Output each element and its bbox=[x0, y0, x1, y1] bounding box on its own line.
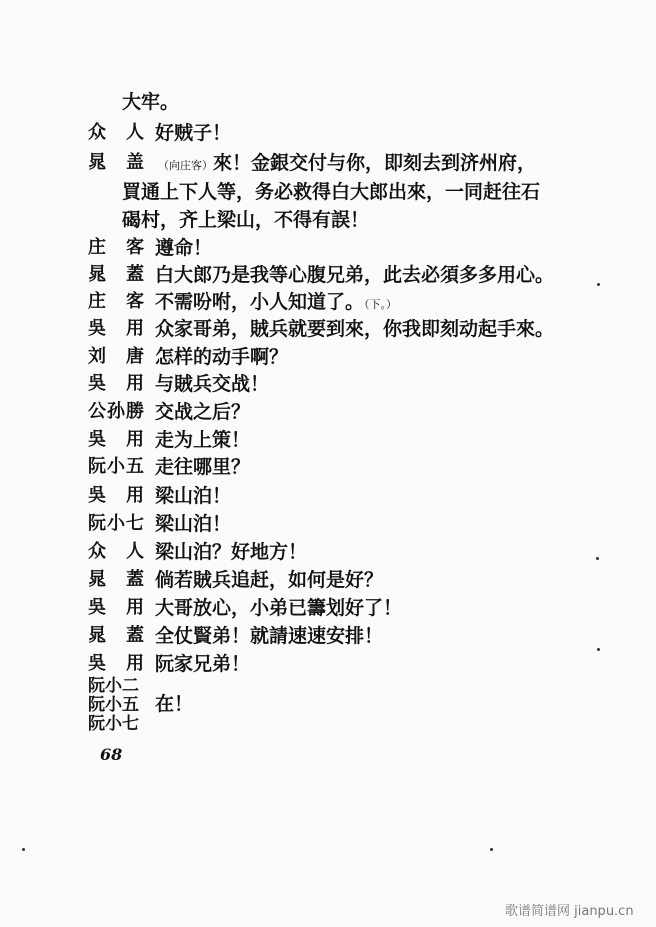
speaker: 吳 用 bbox=[88, 485, 145, 506]
line-text: 碣村，齐上梁山，不得有誤！ bbox=[122, 209, 370, 231]
speaker: 众 人 bbox=[88, 122, 145, 143]
speaker: 阮小五 bbox=[88, 695, 139, 715]
line-text: 白大郎乃是我等心腹兄弟，此去必須多多用心。 bbox=[155, 264, 555, 286]
line-text: 來！金銀交付与你，即刻去到济州府， bbox=[213, 152, 537, 174]
speck bbox=[597, 648, 600, 651]
speaker: 阮小七 bbox=[88, 513, 145, 534]
group-speakers bbox=[88, 677, 139, 734]
speaker: 晁 蓋 bbox=[88, 569, 145, 590]
speaker: 晁 蓋 bbox=[88, 625, 145, 646]
line-text: 不需吩咐，小人知道了。 bbox=[155, 291, 365, 313]
speaker: 庄 客 bbox=[88, 291, 145, 312]
speck bbox=[490, 848, 493, 851]
speaker: 晁 蓋 bbox=[88, 264, 145, 285]
speaker: 吳 用 bbox=[88, 653, 145, 674]
line-text: 大牢。 bbox=[122, 91, 180, 113]
line-text: 走为上策！ bbox=[155, 429, 251, 451]
line-text: 買通上下人等，务必救得白大郎出來，一同赶往石 bbox=[122, 181, 541, 203]
line-text: 走往哪里？ bbox=[155, 456, 251, 478]
speaker: 庄 客 bbox=[88, 237, 145, 258]
speaker: 吳 用 bbox=[88, 597, 145, 618]
line-text: 与賊兵交战！ bbox=[155, 373, 270, 395]
line-text: 交战之后？ bbox=[155, 401, 251, 423]
speck bbox=[596, 557, 599, 560]
line-text: 遵命！ bbox=[155, 237, 213, 259]
speaker: 吳 用 bbox=[88, 429, 145, 450]
speaker: 吳 用 bbox=[88, 318, 145, 339]
line-text: 众家哥弟，賊兵就要到來，你我即刻动起手來。 bbox=[155, 318, 555, 340]
stage-note: （下。） bbox=[364, 298, 398, 311]
speaker: 公孙勝 bbox=[88, 401, 145, 422]
speaker: 吳 用 bbox=[88, 373, 145, 394]
line-text: 阮家兄弟！ bbox=[155, 653, 251, 675]
line-text: 梁山泊！ bbox=[155, 485, 232, 507]
stage-note: （向庄客） bbox=[158, 159, 213, 172]
speaker: 晁 盖 bbox=[88, 152, 145, 173]
speaker: 阮小七 bbox=[88, 714, 139, 734]
watermark: 歌谱简谱网 jianpu.cn bbox=[505, 904, 634, 919]
line-text: 梁山泊！ bbox=[155, 513, 232, 535]
line-text: 梁山泊？好地方！ bbox=[155, 541, 308, 563]
speck bbox=[22, 848, 25, 851]
page-number: 68 bbox=[100, 745, 123, 764]
line-text: 全仗賢弟！就請速速安排！ bbox=[155, 625, 384, 647]
speaker: 刘 唐 bbox=[88, 346, 145, 367]
line-text: 倘若賊兵追赶，如何是好？ bbox=[155, 569, 384, 591]
speaker: 阮小二 bbox=[88, 676, 139, 696]
line-text: 好贼子！ bbox=[155, 122, 232, 144]
line-text: 怎样的动手啊？ bbox=[155, 346, 289, 368]
line-text: 大哥放心，小弟已籌划好了！ bbox=[155, 597, 403, 619]
group-line-text: 在！ bbox=[155, 693, 194, 715]
speaker: 阮小五 bbox=[88, 456, 145, 477]
speck bbox=[597, 283, 600, 286]
speaker: 众 人 bbox=[88, 541, 145, 562]
